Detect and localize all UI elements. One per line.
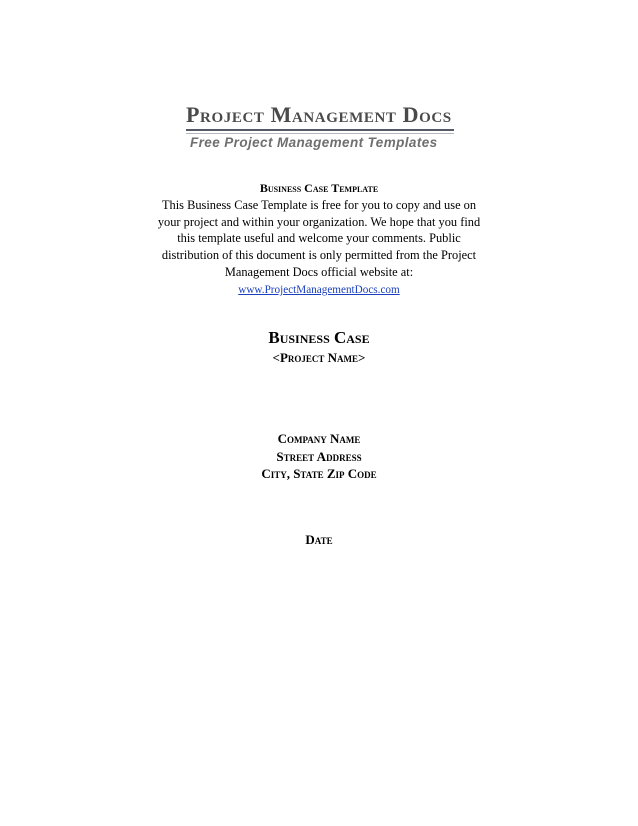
notice-line: your project and within your organization. We hope that you find: [157, 214, 481, 229]
street-address: Street Address: [276, 448, 362, 464]
company-address-block: [0, 430, 638, 483]
notice-line: Management Docs official website at:: [224, 264, 414, 279]
company-name: Company Name: [277, 431, 361, 446]
logo-title: Project Management Docs: [186, 102, 452, 127]
city-state-zip: City, State Zip Code: [261, 466, 377, 481]
document-title: Business Case: [268, 328, 370, 347]
logo-rule-thin: [186, 133, 454, 134]
notice-line: distribution of this document is only permitted from the Project: [161, 248, 477, 263]
template-heading: Business Case Template: [259, 181, 379, 195]
notice-line: This Business Case Template is free for you to copy and use on: [161, 197, 477, 212]
document-date: Date: [305, 532, 333, 547]
logo-subtitle: Free Project Management Templates: [190, 135, 438, 150]
website-link[interactable]: www.ProjectManagementDocs.com: [238, 283, 400, 296]
template-notice: [146, 180, 492, 299]
project-name: <Project Name>: [272, 350, 366, 365]
notice-line: this template useful and welcome your comments. Public: [177, 231, 461, 246]
logo: [186, 102, 456, 154]
logo-rule: [186, 129, 454, 131]
